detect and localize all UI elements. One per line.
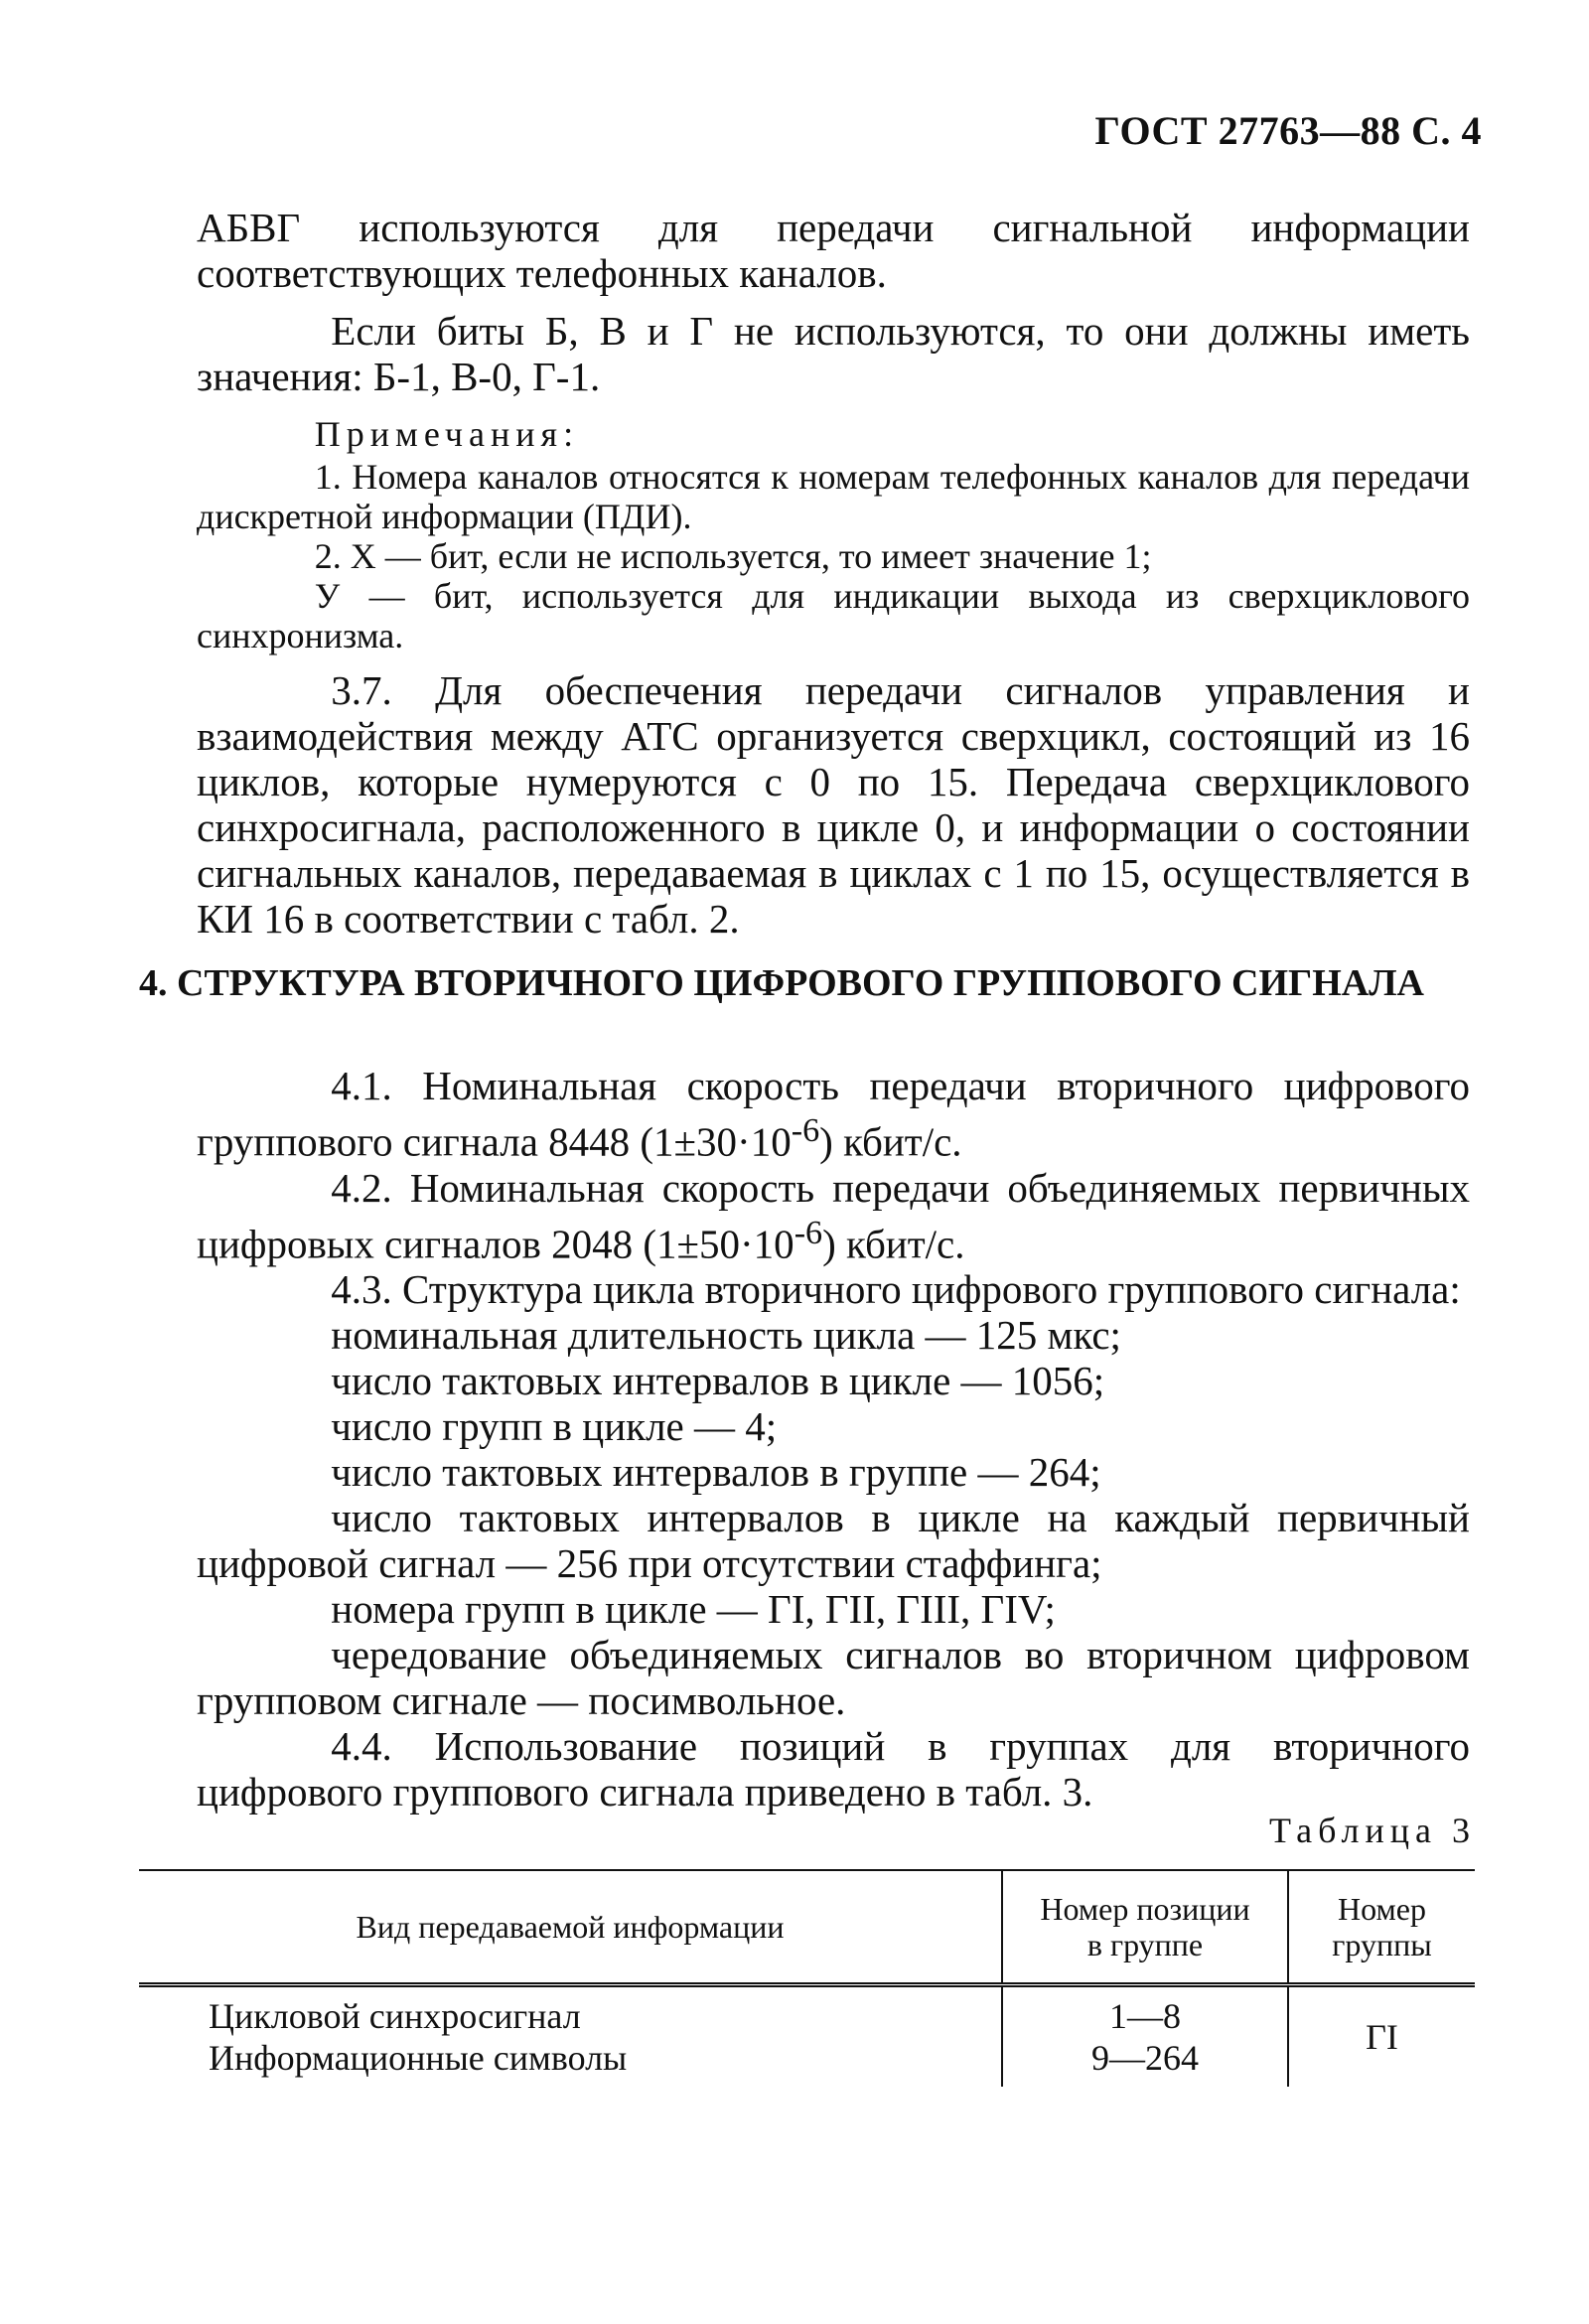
clause-4-3: 4.3. Структура цикла вторичного цифрового группового сигнала: (331, 1266, 1461, 1313)
info-data-symbols: Информационные символы (209, 2038, 628, 2078)
paragraph-continuation: АБВГ используются для передачи сигнальной информации соответствующих телефонных каналов. (197, 205, 1470, 296)
clause-4-1-exponent: -6 (791, 1112, 820, 1149)
cycle-item: число тактовых интервалов в цикле — 1056; (331, 1358, 1105, 1404)
header-position (1002, 1870, 1288, 1985)
clause-4-1-text: 4.1. Номинальная скорость передачи вторичного цифрового группового сигнала 8448 (1±30·10 (197, 1063, 1470, 1165)
note-2: 2. Х — бит, если не используется, то имеет значение 1; (314, 536, 1152, 576)
section-4-title: 4. СТРУКТУРА ВТОРИЧНОГО ЦИФРОВОГО ГРУППОВОГО СИГНАЛА (139, 962, 1424, 1004)
body-part-1 (197, 205, 1470, 942)
clause-4-1-unit: ) кбит/с. (819, 1118, 962, 1165)
table-3-caption: Таблица 3 (1269, 1811, 1476, 1850)
paragraph-bits: Если биты Б, В и Г не используются, то они должны иметь значения: Б-1, В-0, Г-1. (197, 308, 1470, 399)
table-3 (139, 1869, 1475, 2087)
table-row (139, 1985, 1475, 2088)
info-frame-sync: Цикловой синхросигнал (209, 1996, 581, 2036)
cell-info-type (139, 1985, 1002, 2088)
header-info-type: Вид передаваемой информации (139, 1870, 1002, 1985)
body-part-2 (197, 1063, 1470, 1815)
clause-4-1 (197, 1063, 1470, 1165)
clause-4-4: 4.4. Использование позиций в группах для вторичного цифрового группового сигнала приведено в табл. 3. (197, 1723, 1470, 1816)
page-header: ГОСТ 27763—88 С. 4 (1094, 108, 1482, 153)
clause-4-2-text: 4.2. Номинальная скорость передачи объединяемых первичных цифровых сигналов 2048 (1±50·10 (197, 1164, 1470, 1267)
header-group: Номер группы (1288, 1870, 1475, 1985)
header-position-line2: в группе (1086, 1927, 1204, 1962)
note-1: 1. Номера каналов относятся к номерам телефонных каналов для передачи дискретной информации (ПДИ). (197, 457, 1470, 536)
cycle-item: число тактовых интервалов в цикле на каждый первичный цифровой сигнал — 256 при отсутствии стаффинга; (197, 1495, 1470, 1587)
header-position-line1: Номер позиции (1040, 1891, 1250, 1927)
cycle-item: номера групп в цикле — ГI, ГII, ГIII, ГIV; (331, 1586, 1056, 1633)
cycle-item: чередование объединяемых сигналов во вторичном цифровом групповом сигнале — посимвольное. (197, 1632, 1470, 1724)
cell-position (1002, 1985, 1288, 2088)
position-data-symbols: 9—264 (1091, 2038, 1199, 2078)
table-header-row (139, 1870, 1475, 1985)
clause-3-7: 3.7. Для обеспечения передачи сигналов управления и взаимодействия между АТС организуется сверхцикл, состоящий из 16 циклов, которые нумеруются с 0 по 15. Передача сверхциклового синхросигнала, расположенного в цикле 0, и информации о состоянии сигнальных каналов, передаваемая в циклах с 1 по 15, осуществляется в КИ 16 в соответствии с табл. 2. (197, 667, 1470, 942)
notes-title: Примечания: (314, 414, 580, 454)
clause-4-2-unit: ) кбит/с. (822, 1221, 965, 1267)
cycle-item: число тактовых интервалов в группе — 264; (331, 1449, 1101, 1496)
cycle-item: номинальная длительность цикла — 125 мкс; (331, 1312, 1121, 1359)
position-frame-sync: 1—8 (1109, 1996, 1181, 2036)
clause-4-2-exponent: -6 (794, 1214, 823, 1251)
cycle-item: число групп в цикле — 4; (331, 1403, 778, 1450)
note-3: У — бит, используется для индикации выхода из сверхциклового синхронизма. (197, 576, 1470, 655)
cell-group: ГI (1366, 2017, 1398, 2057)
clause-4-2 (197, 1165, 1470, 1267)
